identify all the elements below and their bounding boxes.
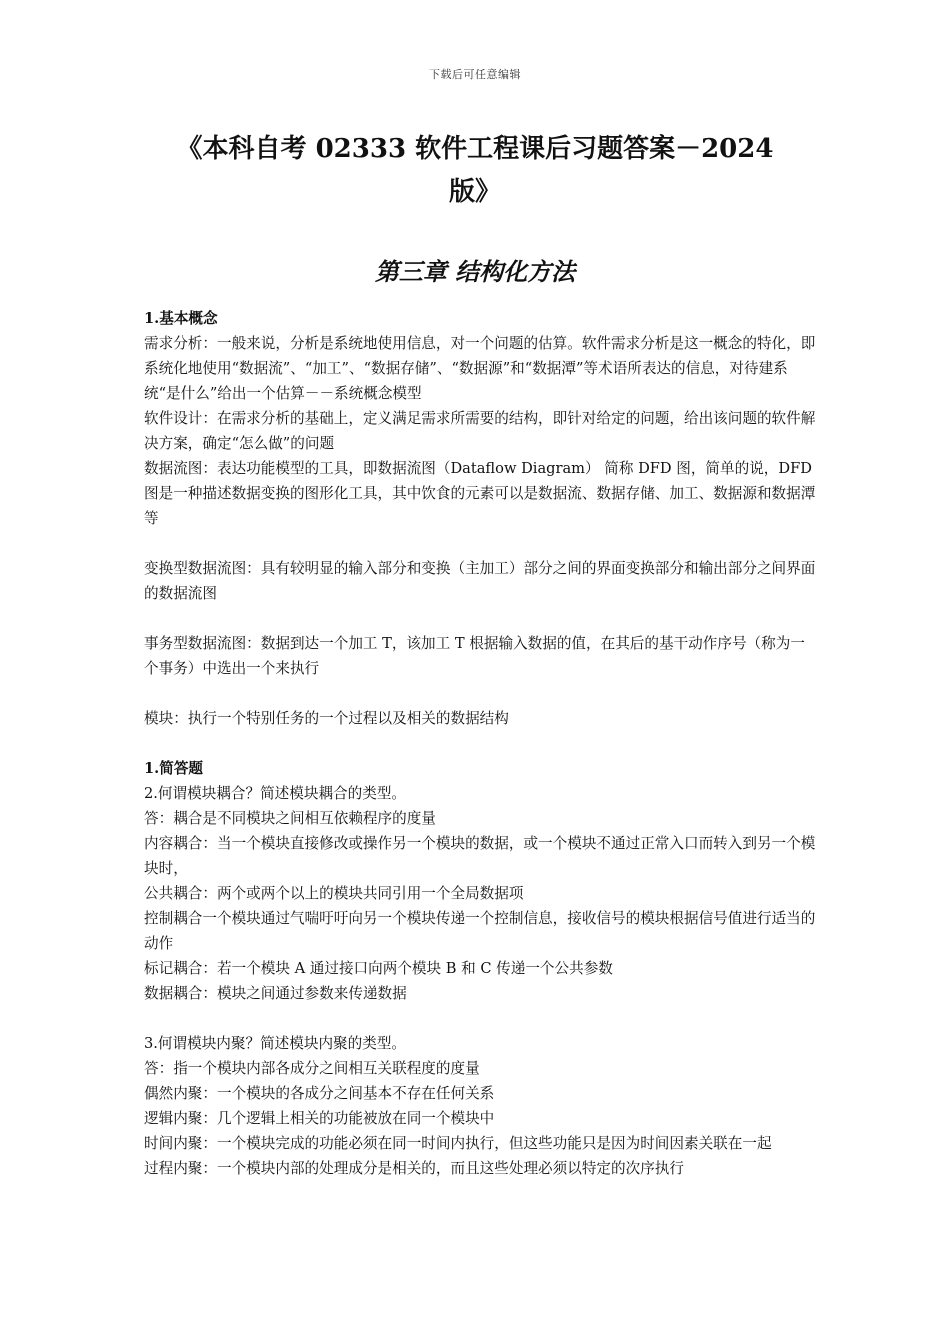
document-title-line2: 版》 [448,177,501,207]
coupling-stamp: 标记耦合：若一个模块 A 通过接口向两个模块 B 和 C 传递一个公共参数 [144,960,613,977]
question-3: 3.何谓模块内聚？简述模块内聚的类型。 [144,1035,407,1052]
cohesion-temporal: 时间内聚：一个模块完成的功能必须在同一时间内执行，但这些功能只是因为时间因素关联在一起 [144,1135,772,1152]
document-title-line1: 《本科自考 02333 软件工程课后习题答案－2024 [176,134,774,164]
spacer [144,1006,816,1031]
coupling-control: 控制耦合一个模块通过气喘吁吁向另一个模块传递一个控制信息，接收信号的模块根据信号值进行适当的动作 [144,910,816,952]
coupling-data: 数据耦合：模块之间通过参数来传递数据 [144,985,407,1002]
spacer [144,606,816,631]
question-2: 2.何谓模块耦合？简述模块耦合的类型。 [144,785,407,802]
header-note: 下载后可任意编辑 [429,68,521,81]
paragraph-transaction-dfd: 事务型数据流图：数据到达一个加工 T，该加工 T 根据输入数据的值，在其后的基干动作序号（称为一个事务）中选出一个来执行 [144,635,805,677]
cohesion-logical: 逻辑内聚：几个逻辑上相关的功能被放在同一个模块中 [144,1110,495,1127]
cohesion-procedural: 过程内聚：一个模块内部的处理成分是相关的，而且这些处理必须以特定的次序执行 [144,1160,684,1177]
answer-3: 答：指一个模块内部各成分之间相互关联程度的度量 [144,1060,480,1077]
document-body [144,306,816,1181]
section-heading-short-answer: 1.简答题 [144,760,204,777]
section-heading-basic-concepts: 1.基本概念 [144,310,218,327]
spacer [144,731,816,756]
paragraph-requirement-analysis: 需求分析：一般来说，分析是系统地使用信息，对一个问题的估算。软件需求分析是这一概念的特化，即系统化地使用“数据流”、“加工”、“数据存储”、“数据源”和“数据潭”等术语所表达的信息，对待建系统“是什么”给出一个估算－－系统概念模型 [144,335,816,402]
paragraph-software-design: 软件设计：在需求分析的基础上，定义满足需求所需要的结构，即针对给定的问题，给出该问题的软件解决方案，确定“怎么做”的问题 [144,410,816,452]
coupling-common: 公共耦合：两个或两个以上的模块共同引用一个全局数据项 [144,885,524,902]
chapter-title: 第三章 结构化方法 [374,257,576,286]
spacer [144,531,816,556]
spacer [144,681,816,706]
paragraph-data-flow-diagram: 数据流图：表达功能模型的工具，即数据流图（Dataflow Diagram） 简称 DFD 图，简单的说，DFD 图是一种描述数据变换的图形化工具，其中饮食的元素可以是数据流、数据存储、加工、数据源和数据潭等 [144,460,816,527]
coupling-content: 内容耦合：当一个模块直接修改或操作另一个模块的数据，或一个模块不通过正常入口而转入到另一个模块时， [144,835,816,877]
paragraph-transform-dfd: 变换型数据流图：具有较明显的输入部分和变换（主加工）部分之间的界面变换部分和输出部分之间界面的数据流图 [144,560,816,602]
paragraph-module: 模块：执行一个特别任务的一个过程以及相关的数据结构 [144,710,509,727]
cohesion-coincidental: 偶然内聚：一个模块的各成分之间基本不存在任何关系 [144,1085,495,1102]
document-title [160,128,790,214]
answer-2: 答：耦合是不同模块之间相互依赖程序的度量 [144,810,436,827]
